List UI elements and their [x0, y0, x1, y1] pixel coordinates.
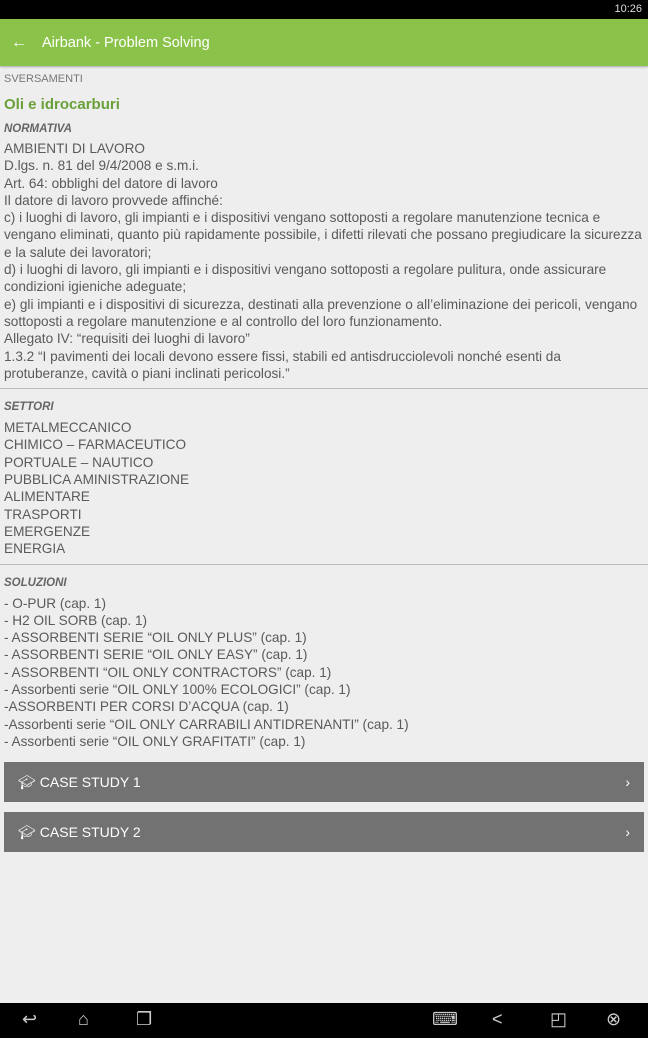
settori-heading: SETTORI — [4, 401, 54, 414]
text-line: - ASSORBENTI SERIE “OIL ONLY EASY” (cap. 1) — [4, 647, 308, 663]
normativa-heading: NORMATIVA — [4, 123, 72, 135]
text-line: - Assorbenti serie “OIL ONLY 100% ECOLOGICI” (cap. 1) — [4, 682, 351, 698]
status-bar — [0, 0, 648, 19]
text-line: AMBIENTI DI LAVORO — [4, 141, 145, 156]
home-icon[interactable]: ⌂ — [78, 1009, 89, 1029]
text-line: EMERGENZE — [4, 523, 91, 539]
text-line: ENERGIA — [4, 541, 66, 557]
text-line: D.lgs. n. 81 del 9/4/2008 e s.m.i. — [4, 158, 199, 174]
content — [4, 70, 644, 862]
app-title: Airbank - Problem Solving — [42, 34, 210, 51]
soluzioni-list — [4, 595, 644, 751]
text-line: - O-PUR (cap. 1) — [4, 595, 106, 611]
graduation-cap-icon: 🎓︎ — [18, 823, 36, 840]
page-title: Oli e idrocarburi — [4, 96, 120, 113]
text-line: Allegato IV: “requisiti dei luoghi di lavoro” — [4, 331, 250, 347]
back-arrow-icon[interactable]: ← — [11, 33, 27, 51]
normativa-text — [4, 140, 644, 382]
case-study-1-button[interactable] — [4, 762, 644, 802]
text-line: METALMECCANICO — [4, 420, 132, 436]
chevron-right-icon: › — [625, 823, 630, 840]
button-label: CASE STUDY 1 — [39, 773, 141, 790]
system-nav-bar — [0, 1003, 648, 1038]
breadcrumb: SVERSAMENTI — [4, 73, 83, 85]
back-icon[interactable]: ↩ — [22, 1009, 38, 1029]
soluzioni-heading: SOLUZIONI — [4, 576, 67, 589]
text-line: d) i luoghi di lavoro, gli impianti e i dispositivi vengano sottoposti a regolare pulitura, onde assicurare condizioni igieniche adeguate; — [4, 262, 607, 295]
recent-apps-icon[interactable]: ❐ — [136, 1009, 153, 1029]
text-line: PORTUALE – NAUTICO — [4, 454, 154, 470]
divider — [0, 388, 648, 389]
chevron-right-icon: › — [625, 773, 630, 790]
text-line: 1.3.2 “I pavimenti dei locali devono essere fissi, stabili ed antisdrucciolevoli nonché esenti da protuberanze, cavità o piani inclinati pericolosi.” — [4, 348, 561, 381]
text-line: Il datore di lavoro provvede affinché: — [4, 192, 223, 208]
close-icon[interactable]: ⊗ — [606, 1009, 622, 1029]
text-line: - ASSORBENTI “OIL ONLY CONTRACTORS” (cap. 1) — [4, 664, 332, 680]
share-icon[interactable]: < — [492, 1009, 503, 1029]
clock: 10:26 — [614, 3, 642, 15]
text-line: PUBBLICA AMINISTRAZIONE — [4, 472, 190, 488]
graduation-cap-icon: 🎓︎ — [18, 773, 36, 790]
text-line: e) gli impianti e i dispositivi di sicurezza, destinati alla prevenzione o all’eliminazione dei pericoli, vengano sottoposti a regolare manutenzione e al controllo del loro funzionamento. — [4, 296, 638, 329]
keyboard-icon[interactable]: ⌨ — [432, 1009, 458, 1029]
settori-list — [4, 419, 644, 557]
divider — [0, 564, 648, 565]
text-line: - ASSORBENTI SERIE “OIL ONLY PLUS” (cap. 1) — [4, 630, 307, 646]
text-line: c) i luoghi di lavoro, gli impianti e i dispositivi vengano sottoposti a regolare manutenzione tecnica e vengano eliminati, quanto più rapidamente possibile, i difetti rilevati che possano pregiudicare la sicurezza e la salute dei lavoratori; — [4, 210, 642, 260]
text-line: Art. 64: obblighi del datore di lavoro — [4, 175, 218, 191]
text-line: - H2 OIL SORB (cap. 1) — [4, 612, 148, 628]
text-line: CHIMICO – FARMACEUTICO — [4, 437, 187, 453]
text-line: - Assorbenti serie “OIL ONLY GRAFITATI” (cap. 1) — [4, 733, 306, 749]
window-icon[interactable]: ◰ — [550, 1009, 568, 1029]
button-label: CASE STUDY 2 — [39, 823, 141, 840]
text-line: -Assorbenti serie “OIL ONLY CARRABILI ANTIDRENANTI” (cap. 1) — [4, 716, 409, 732]
text-line: -ASSORBENTI PER CORSI D’ACQUA (cap. 1) — [4, 699, 289, 715]
case-study-2-button[interactable] — [4, 812, 644, 852]
text-line: TRASPORTI — [4, 506, 82, 522]
text-line: ALIMENTARE — [4, 489, 90, 505]
app-bar — [0, 19, 648, 66]
